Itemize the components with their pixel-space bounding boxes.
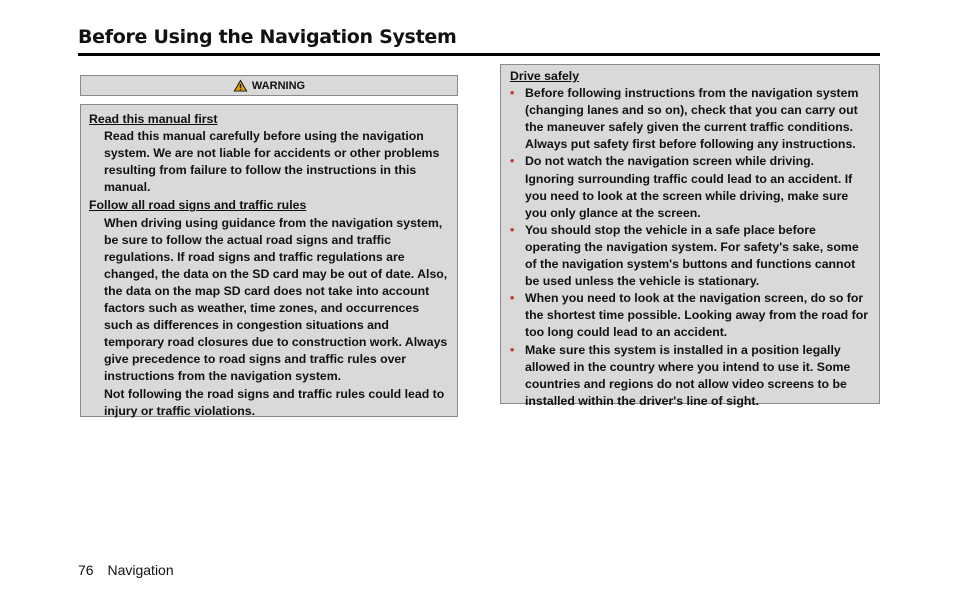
section-road-signs — [89, 197, 449, 419]
list-item: • Before following instructions from the navigation system (changing lanes and so on), check that you can carry out the maneuver safely given the current traffic conditions. Always put safety first before following any instructions. — [510, 85, 871, 153]
safety-bullet-list — [510, 85, 871, 410]
page-number: 76 — [78, 562, 94, 578]
page-footer — [78, 562, 174, 578]
list-item: • You should stop the vehicle in a safe place before operating the navigation system. For safety's sake, some of the navigation system's buttons and functions cannot be used unless the vehicle is stationary. — [510, 222, 871, 290]
warning-header — [80, 75, 458, 96]
title-rule — [78, 53, 880, 56]
list-item: • Do not watch the navigation screen while driving. Ignoring surrounding traffic could lead to an accident. If you need to look at the screen while driving, make sure you only glance at the screen. — [510, 153, 871, 221]
warning-panel — [80, 104, 458, 417]
section-title: Read this manual first — [89, 112, 218, 126]
section-paragraph: Not following the road signs and traffic rules could lead to injury or traffic violations. — [104, 386, 445, 418]
warning-label: WARNING — [251, 79, 306, 92]
section-paragraph: When driving using guidance from the navigation system, be sure to follow the actual road signs and traffic regulations. If road signs and traffic regulations are changed, the data on the SD card may be out of date. Also, the data on the map SD card does not take into account factors such as weather, time zones, and occurrences such as differences in congestion situations and temporary road closures due to construction work. Always give precedence to road signs and traffic rules over instructions from the navigation system. — [104, 215, 448, 384]
list-item: • When you need to look at the navigation screen, do so for the shortest time possible. Looking away from the road for too long could lead to an accident. — [510, 290, 871, 341]
list-item: • Make sure this system is installed in a position legally allowed in the country where you intend to use it. Some countries and regions do not allow video screens to be installed within the driver's line of sight. — [510, 342, 871, 410]
section-read-manual — [89, 111, 449, 196]
drive-safely-panel — [500, 64, 880, 408]
warning-triangle-icon — [233, 79, 248, 92]
section-title: Drive safely — [510, 69, 580, 83]
section-name: Navigation — [107, 562, 174, 578]
page-title: Before Using the Navigation System — [78, 26, 457, 48]
section-title: Follow all road signs and traffic rules — [89, 198, 307, 213]
section-paragraph: Read this manual carefully before using the navigation system. We are not liable for accidents or other problems resulting from failure to follow the instructions in this manual. — [104, 129, 440, 195]
